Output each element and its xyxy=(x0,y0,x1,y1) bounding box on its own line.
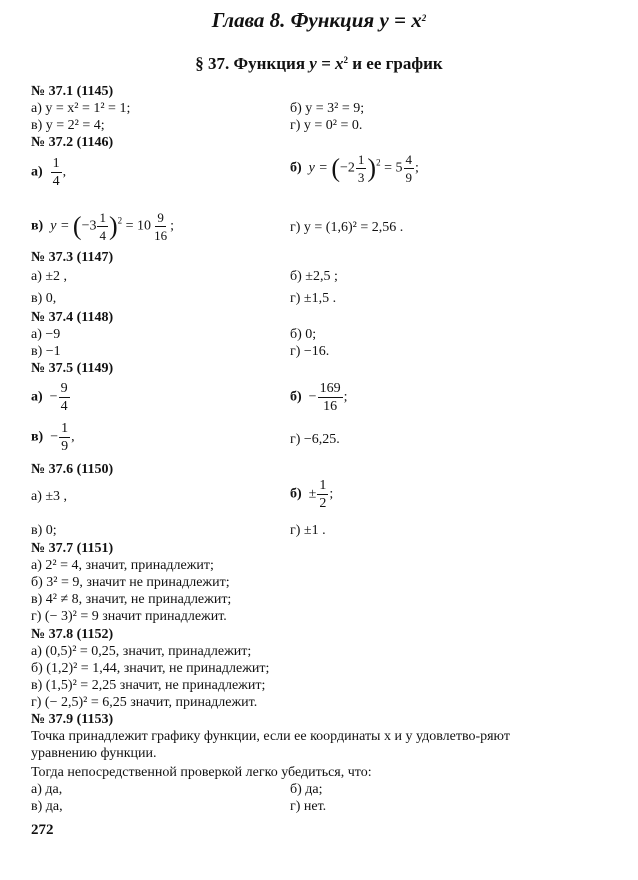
sign: ± xyxy=(308,486,317,502)
punctuation: , xyxy=(62,164,67,180)
fraction-denominator: 3 xyxy=(357,170,365,185)
fraction-numerator: 1 xyxy=(52,156,60,171)
answer-37-1-a: а) y = x² = 1² = 1; xyxy=(31,101,131,116)
answer-37-4-d: г) −16. xyxy=(290,344,330,359)
answer-37-1-b: б) y = 3² = 9; xyxy=(290,101,365,116)
equals-whole-part: = 5 xyxy=(384,160,403,176)
punctuation: ; xyxy=(343,389,348,405)
answer-37-9-b: б) да; xyxy=(290,782,323,797)
fraction xyxy=(51,156,62,189)
answer-label: б) xyxy=(290,160,302,176)
fraction-numerator: 1 xyxy=(99,210,106,225)
answer-37-7-b: б) 3² = 9, значит не принадлежит; xyxy=(31,575,230,590)
page-number: 272 xyxy=(31,822,54,838)
fraction xyxy=(59,381,70,414)
answer-37-8-a: а) (0,5)² = 0,25, значит, принадлежит; xyxy=(31,644,252,659)
section-title-function: y = x xyxy=(309,54,344,73)
problem-number-37-3: № 37.3 (1147) xyxy=(31,250,114,265)
answer-37-6-c: в) 0; xyxy=(31,523,57,538)
answer-label: в) xyxy=(31,218,44,234)
right-paren: ) xyxy=(367,153,377,183)
section-title-prefix: § 37. Функция xyxy=(195,54,310,73)
answer-37-8-b: б) (1,2)² = 1,44, значит, не принадлежит; xyxy=(31,661,270,676)
answer-37-1-d: г) y = 0² = 0. xyxy=(290,118,363,133)
fraction-numerator: 4 xyxy=(405,152,412,167)
problem-number-37-7: № 37.7 (1151) xyxy=(31,541,114,556)
fraction xyxy=(152,210,169,243)
whole-part: −2 xyxy=(340,160,355,176)
answer-37-2-d: г) y = (1,6)² = 2,56 . xyxy=(290,220,404,235)
answer-37-2-a xyxy=(31,156,66,189)
fraction-denominator: 4 xyxy=(99,228,106,243)
problem-number-37-8: № 37.8 (1152) xyxy=(31,627,114,642)
answer-37-6-d: г) ±1 . xyxy=(290,523,326,538)
left-paren: ( xyxy=(331,153,341,183)
problem-number-37-1: № 37.1 (1145) xyxy=(31,84,114,99)
answer-37-3-d: г) ±1,5 . xyxy=(290,291,337,306)
fraction xyxy=(59,421,70,454)
answer-37-9-c: в) да, xyxy=(31,799,63,814)
problem-number-37-2: № 37.2 (1146) xyxy=(31,135,114,150)
section-title-exponent: 2 xyxy=(343,55,349,65)
answer-37-3-a: а) ±2 , xyxy=(31,269,68,284)
answer-37-2-c xyxy=(31,210,174,243)
chapter-title-exponent: 2 xyxy=(421,13,427,23)
problem-number-37-4: № 37.4 (1148) xyxy=(31,310,114,325)
answer-37-3-b: б) ±2,5 ; xyxy=(290,269,338,284)
answer-37-4-c: в) −1 xyxy=(31,344,61,359)
sign: − xyxy=(50,429,59,445)
answer-37-9-intro: Тогда непосредственной проверкой легко убедиться, что: xyxy=(31,765,372,780)
answer-37-9-a: а) да, xyxy=(31,782,63,797)
answer-label: а) xyxy=(31,164,43,180)
punctuation: ; xyxy=(170,218,174,234)
left-paren: ( xyxy=(72,211,82,241)
fraction-numerator: 9 xyxy=(60,381,68,396)
answer-37-7-a: а) 2² = 4, значит, принадлежит; xyxy=(31,558,214,573)
answer-37-9-explanation: Точка принадлежит графику функции, если ее координаты x и y удовлетво-ряют уравнению функции. xyxy=(31,729,510,761)
right-paren: ) xyxy=(108,211,118,241)
answer-37-2-b xyxy=(290,152,419,185)
answer-37-7-d: г) (− 3)² = 9 значит принадлежит. xyxy=(31,609,227,624)
answer-37-1-c: в) y = 2² = 4; xyxy=(31,118,105,133)
fraction-numerator: 169 xyxy=(319,381,341,396)
section-title-suffix: и ее график xyxy=(348,54,443,73)
answer-label: б) xyxy=(290,486,302,502)
fraction-denominator: 9 xyxy=(61,439,69,454)
sign: − xyxy=(308,389,317,405)
punctuation: ; xyxy=(415,160,419,176)
answer-37-5-c xyxy=(31,421,75,454)
fraction-numerator: 9 xyxy=(157,210,164,225)
chapter-title-text: Глава 8. Функция y = x xyxy=(211,8,422,32)
answer-37-5-b xyxy=(290,381,347,414)
whole-part: −3 xyxy=(81,218,97,234)
answer-37-4-b: б) 0; xyxy=(290,327,317,342)
fraction xyxy=(404,152,415,185)
chapter-title xyxy=(0,8,638,33)
equals-whole-part: = 10 xyxy=(125,218,152,234)
sign: − xyxy=(49,389,58,405)
exponent: 2 xyxy=(376,157,381,168)
fraction xyxy=(356,152,367,185)
fraction-numerator: 1 xyxy=(357,152,365,167)
fraction-denominator: 16 xyxy=(154,228,168,243)
fraction-numerator: 1 xyxy=(319,478,327,493)
answer-37-6-b xyxy=(290,478,333,511)
exponent: 2 xyxy=(117,215,123,226)
expression-lead: y = xyxy=(308,160,328,176)
answer-37-8-d: г) (− 2,5)² = 6,25 значит, принадлежит. xyxy=(31,695,258,710)
problem-number-37-9: № 37.9 (1153) xyxy=(31,712,114,727)
answer-37-7-c: в) 4² ≠ 8, значит, не принадлежит; xyxy=(31,592,232,607)
problem-number-37-6: № 37.6 (1150) xyxy=(31,462,114,477)
problem-number-37-5: № 37.5 (1149) xyxy=(31,361,114,376)
answer-37-8-c: в) (1,5)² = 2,25 значит, не принадлежит; xyxy=(31,678,266,693)
fraction-denominator: 4 xyxy=(52,174,60,189)
fraction-numerator: 1 xyxy=(61,421,69,436)
punctuation: ; xyxy=(329,486,334,502)
fraction-denominator: 4 xyxy=(60,399,68,414)
section-title xyxy=(0,54,638,74)
fraction-denominator: 2 xyxy=(319,496,327,511)
fraction xyxy=(97,210,108,243)
punctuation: , xyxy=(71,429,75,445)
answer-37-9-d: г) нет. xyxy=(290,799,327,814)
fraction-denominator: 16 xyxy=(323,399,338,414)
fraction xyxy=(317,478,328,511)
expression-lead: y = xyxy=(50,218,70,234)
fraction xyxy=(318,381,343,414)
answer-label: б) xyxy=(290,389,302,405)
answer-label: в) xyxy=(31,429,44,445)
answer-37-3-c: в) 0, xyxy=(31,291,57,306)
fraction-denominator: 9 xyxy=(405,170,412,185)
answer-label: а) xyxy=(31,389,43,405)
answer-37-5-a xyxy=(31,381,71,414)
answer-37-6-a: а) ±3 , xyxy=(31,489,68,504)
answer-37-5-d: г) −6,25. xyxy=(290,432,340,447)
answer-37-4-a: а) −9 xyxy=(31,327,61,342)
